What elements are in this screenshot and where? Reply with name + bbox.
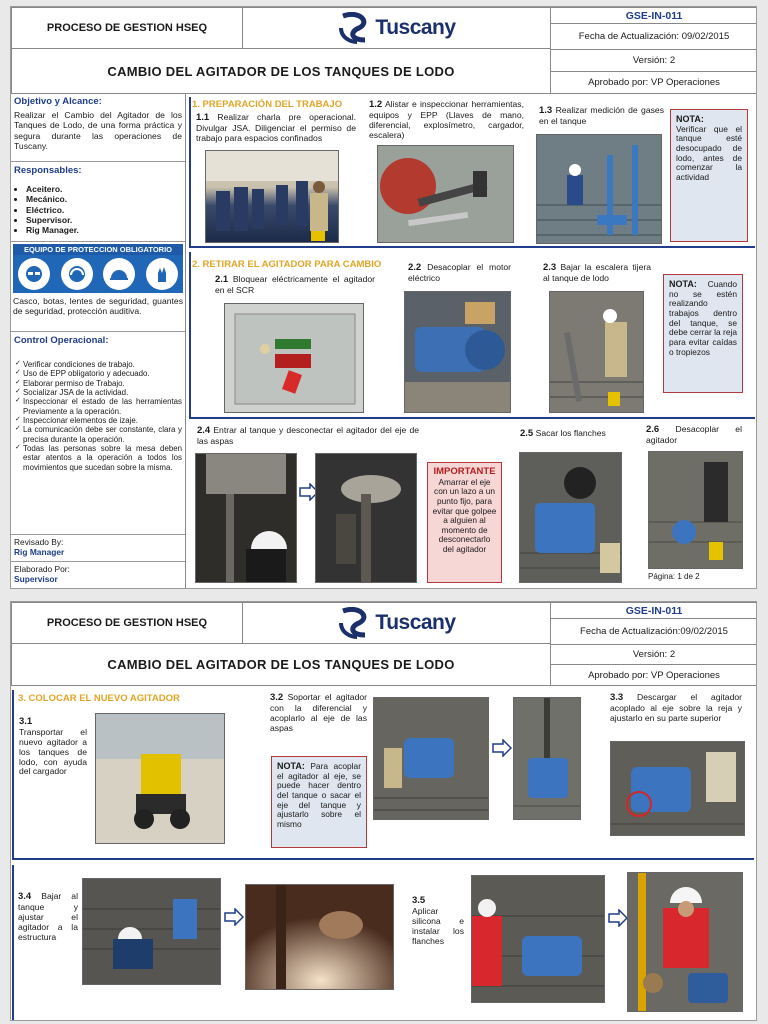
list-item: • Aceitero. xyxy=(26,184,182,194)
photo-flanges xyxy=(519,452,622,583)
step-3-4 xyxy=(18,892,78,942)
list-item: ✓ Todas las personas sobre la mesa deben estar atentos a la operación a todos los movimientos que sucedan sobre la misma. xyxy=(15,444,182,472)
photo-differential-1 xyxy=(373,697,489,820)
step-number: 3.4 xyxy=(18,891,32,902)
step-text: Realizar charla pre operacional. Divulgar JSA. Diligenciar el permiso de trabajo para espacios confinados xyxy=(196,112,356,143)
responsables-title: Responsables: xyxy=(14,165,82,176)
update-date: Fecha de Actualización:09/02/2015 xyxy=(550,618,757,645)
step-1-1 xyxy=(196,113,356,144)
list-item: • Mecánico. xyxy=(26,194,182,204)
arrow-right-icon xyxy=(492,739,512,757)
step-2-6 xyxy=(646,425,742,446)
list-item: ✓ Socializar JSA de la actividad. xyxy=(15,388,182,397)
doc-code: GSE-IN-011 xyxy=(550,7,757,24)
page-1 xyxy=(10,6,757,589)
step-text: Bajar al tanque y ajustar el agitador a la estructura xyxy=(18,891,78,942)
section-frame xyxy=(12,858,754,860)
step-3-5 xyxy=(412,896,464,946)
list-item: ✓ Uso de EPP obligatorio y adecuado. xyxy=(15,369,182,378)
step-number: 2.1 xyxy=(215,274,229,285)
nota-text: Verificar que el tanque esté desocupado de lodo, antes de comenzar la actividad xyxy=(676,123,742,182)
photo-tools xyxy=(377,145,514,243)
control-title: Control Operacional: xyxy=(14,335,109,346)
step-number: 1.3 xyxy=(539,105,553,116)
important-title: IMPORTANTE xyxy=(433,466,496,477)
tuscany-logo-icon xyxy=(337,12,371,44)
step-2-1 xyxy=(215,275,375,296)
photo-scr-panel xyxy=(224,303,364,413)
step-number: 3.2 xyxy=(270,692,284,703)
page-2 xyxy=(10,601,757,1021)
reviewed-section xyxy=(11,535,185,562)
brand-logo xyxy=(337,12,455,44)
objective-section xyxy=(11,93,185,162)
photo-meeting xyxy=(205,150,339,243)
step-3-2 xyxy=(270,693,367,734)
photo-tank-entry-2 xyxy=(315,453,417,583)
step-2-2 xyxy=(408,263,511,284)
photo-motor-decouple xyxy=(404,291,511,413)
photo-ladder xyxy=(549,291,644,413)
list-item: ✓ Inspeccionar elementos de izaje. xyxy=(15,416,182,425)
hearing-protection-icon xyxy=(61,258,93,290)
step-2-3 xyxy=(543,263,651,284)
list-item: • Eléctrico. xyxy=(26,205,182,215)
step-number: 1.1 xyxy=(196,112,210,123)
approved-by: Aprobado por: VP Operaciones xyxy=(550,664,757,686)
nota-title: NOTA: xyxy=(277,761,305,771)
brand-cell xyxy=(242,7,551,49)
section-1-title: 1. PREPARACIÓN DEL TRABAJO xyxy=(192,99,343,110)
step-number: 2.3 xyxy=(543,262,557,273)
step-text: Desacoplar el agitador xyxy=(646,424,742,445)
gloves-icon xyxy=(146,258,178,290)
control-section xyxy=(11,332,185,535)
section-frame xyxy=(12,690,14,860)
safety-glasses-icon xyxy=(18,258,50,290)
process-label: PROCESO DE GESTION HSEQ xyxy=(11,602,243,644)
step-text: Realizar medición de gases en el tanque xyxy=(539,105,664,126)
photo-gas-measurement xyxy=(536,134,662,244)
step-number: 2.6 xyxy=(646,424,660,435)
list-item: • Rig Manager. xyxy=(26,225,182,235)
page-title: CAMBIO DEL AGITADOR DE LOS TANQUES DE LODO xyxy=(11,48,551,94)
tuscany-logo-icon xyxy=(337,607,371,639)
step-1-3 xyxy=(539,106,664,127)
step-3-1 xyxy=(19,717,87,777)
epp-text: Casco, botas, lentes de seguridad, guantes de seguridad, protección auditiva. xyxy=(13,296,183,317)
list-item: ✓ Inspeccionar el estado de las herramientas Previamente a la operación. xyxy=(15,397,182,416)
step-number: 2.2 xyxy=(408,262,422,273)
doc-code: GSE-IN-011 xyxy=(550,602,757,619)
photo-adjust-structure xyxy=(245,884,394,990)
nota-section-3 xyxy=(271,756,367,848)
objective-text: Realizar el Cambio del Agitador de los Tanques de Lodo, de una forma práctica y segura durante las operaciones de Tuscany. xyxy=(14,110,182,152)
brand-cell xyxy=(242,602,551,644)
photo-lower-tank xyxy=(82,878,221,985)
prepared-value: Supervisor xyxy=(14,574,58,584)
page-title: CAMBIO DEL AGITADOR DE LOS TANQUES DE LODO xyxy=(11,643,551,686)
page-number: Página: 1 de 2 xyxy=(648,572,700,581)
nota-section-2 xyxy=(663,274,743,393)
photo-differential-2 xyxy=(513,697,581,820)
reviewed-label: Revisado By: xyxy=(14,537,64,547)
version: Versión: 2 xyxy=(550,644,757,665)
process-label: PROCESO DE GESTION HSEQ xyxy=(11,7,243,49)
nota-section-1 xyxy=(670,109,748,242)
photo-install-flanges xyxy=(627,872,743,1012)
brand-name: Tuscany xyxy=(375,611,456,634)
step-number: 3.3 xyxy=(610,692,624,703)
step-3-3 xyxy=(610,693,742,724)
photo-discharge-agitator xyxy=(610,741,745,836)
section-frame xyxy=(189,417,755,419)
nota-title: NOTA: xyxy=(676,114,704,124)
arrow-right-icon xyxy=(608,909,628,927)
step-number: 3.5 xyxy=(412,895,426,906)
responsables-list xyxy=(14,184,182,236)
section-frame xyxy=(189,246,755,248)
step-text: Aplicar silicona e instalar los flanches xyxy=(412,905,464,946)
sidebar xyxy=(11,93,186,589)
step-text: Desacoplar el motor eléctrico xyxy=(408,262,511,283)
section-frame xyxy=(189,252,191,418)
step-text: Soportar el agitador con la diferencial y acoplarlo al eje de las aspas xyxy=(270,692,367,733)
arrow-right-icon xyxy=(224,908,244,926)
list-item: ✓ Verificar condiciones de trabajo. xyxy=(15,360,182,369)
step-text: Entrar al tanque y desconectar el agitador del eje de las aspas xyxy=(197,425,420,446)
responsables-section xyxy=(11,162,185,242)
section-frame xyxy=(12,865,14,1020)
photo-tank-entry-1 xyxy=(195,453,297,583)
photo-loader xyxy=(95,713,225,844)
step-text: Bloquear eléctricamente el agitador en el SCR xyxy=(215,274,375,295)
important-text: Amarrar el eje con un lazo a un punto fijo, para evitar que golpee a alguien al momento de desconectarlo del agitador xyxy=(432,476,497,554)
step-text: Bajar la escalera tijera al tanque de lodo xyxy=(543,262,651,283)
control-list xyxy=(14,360,182,472)
step-text: Descargar el agitador acoplado al eje sobre la reja y ajustarlo en su parte superior xyxy=(610,692,742,723)
step-2-5 xyxy=(520,429,619,440)
prepared-section xyxy=(11,562,185,589)
version: Versión: 2 xyxy=(550,49,757,72)
step-number: 2.5 xyxy=(520,428,534,439)
step-text: Transportar el nuevo agitador a los tanques de lodo, con ayuda del cargador xyxy=(19,726,87,777)
section-3-title: 3. COLOCAR EL NUEVO AGITADOR xyxy=(18,693,180,704)
nota-title: NOTA: xyxy=(669,279,697,289)
step-2-4 xyxy=(197,426,419,447)
section-frame xyxy=(189,97,191,247)
nota-text: Para acoplar el agitador al eje, se puede hacer dentro del tanque o sacar el eje del tanque y ajustarlo sobre el mismo xyxy=(277,761,361,829)
photo-silicone xyxy=(471,875,605,1003)
step-1-2 xyxy=(369,100,524,141)
brand-name: Tuscany xyxy=(375,16,456,39)
approved-by: Aprobado por: VP Operaciones xyxy=(550,71,757,94)
epp-section xyxy=(11,242,185,332)
epp-icons xyxy=(13,255,183,293)
step-text: Alistar e inspeccionar herramientas, equipos y EPP (Llaves de mano, diferencial, explosímetro, cargador, escalera) xyxy=(369,99,524,140)
section-2-title: 2. RETIRAR EL AGITADOR PARA CAMBIO xyxy=(192,259,382,270)
update-date: Fecha de Actualización: 09/02/2015 xyxy=(550,23,757,50)
epp-title: EQUIPO DE PROTECCION OBLIGATORIO xyxy=(13,244,183,255)
important-box xyxy=(427,462,502,583)
list-item: ✓ Elaborar permiso de Trabajo. xyxy=(15,379,182,388)
brand-logo xyxy=(337,607,455,639)
step-number: 2.4 xyxy=(197,425,211,436)
step-number: 1.2 xyxy=(369,99,383,110)
prepared-label: Elaborado Por: xyxy=(14,564,70,574)
photo-agitator-decouple xyxy=(648,451,743,569)
list-item: ✓ La comunicación debe ser constante, clara y precisa durante la operación. xyxy=(15,425,182,444)
helmet-icon xyxy=(103,258,135,290)
step-text: Sacar los flanches xyxy=(535,428,606,438)
reviewed-value: Rig Manager xyxy=(14,547,65,557)
nota-text: Cuando no se estén realizando trabajos dentro del tanque, se debe cerrar la reja para evitar caídas o tropiezos xyxy=(669,279,737,357)
step-number: 3.1 xyxy=(19,716,33,727)
list-item: • Supervisor. xyxy=(26,215,182,225)
objective-title: Objetivo y Alcance: xyxy=(14,96,102,107)
